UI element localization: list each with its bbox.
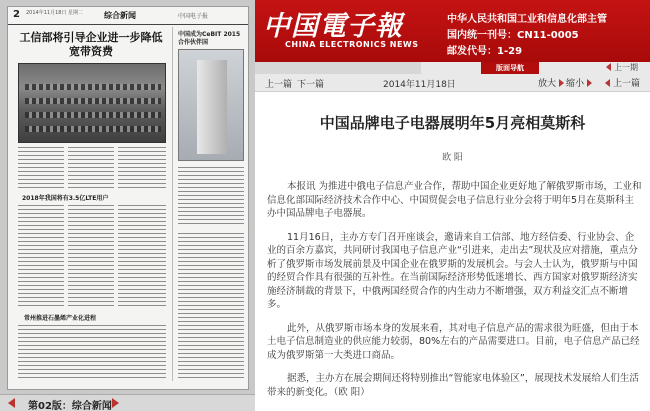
article-title: 中国品牌电子电器展明年5月亮相莫斯科: [319, 114, 586, 132]
current-page-label[interactable]: 第02版：综合新闻: [28, 401, 112, 411]
prev-issue-label: 上一期: [614, 63, 638, 72]
prev-article-label: 上一篇: [612, 79, 640, 89]
left-arrow-icon: [605, 79, 610, 87]
article-prev-link[interactable]: [265, 77, 292, 90]
article-paragraph: 本报讯 为推进中俄电子信息产业合作，帮助中国企业更好地了解俄罗斯市场，工业和信息化部国际经济技术合作中心、中国贸促会电子信息行业分会将于明年5月在莫斯科主办中国品牌电子电器展。: [267, 181, 642, 219]
page-header: [8, 7, 249, 25]
thumbnail-side-headline[interactable]: 中国成为CeBIT 2015合作伙伴国: [178, 31, 241, 46]
zoom-out-button[interactable]: [566, 76, 595, 89]
toolbar: [255, 62, 650, 92]
page-pager: [0, 394, 255, 411]
text-block: [18, 147, 64, 189]
masthead: [255, 0, 650, 62]
zoom-out-label: 缩小: [566, 79, 585, 89]
article-paragraph: 此外，从俄罗斯市场本身的发展来看，其对电子信息产品的需求很为旺盛，但由于本土电子信息制造业的供应能力较弱，80%左右的产品需要进口。目前，电子信息产品已经成为俄罗斯第一大类进口商品。: [267, 322, 640, 361]
post-code-text: 邮发代号：1-29: [447, 46, 523, 57]
article-pane: [255, 0, 650, 411]
toolbar-tab-strip: [255, 62, 421, 74]
article-body: [267, 180, 643, 409]
page-section: 综合新闻: [104, 11, 136, 20]
text-block: [18, 205, 64, 309]
page-date: 2014年11月18日 星期二: [26, 10, 84, 16]
column-rule: [172, 27, 173, 381]
text-block: [178, 167, 244, 227]
prev-page-arrow-icon[interactable]: [8, 398, 15, 408]
page-thumbnail-pane: [0, 0, 255, 411]
thumbnail-side-photo: [178, 49, 244, 161]
thumbnail-bottom-headline[interactable]: 常州推进石墨烯产业化进程: [24, 315, 97, 322]
newspaper-logo-english: CHINA ELECTRONICS NEWS: [285, 40, 419, 49]
text-block: [68, 147, 114, 189]
thumbnail-photo: [18, 63, 166, 143]
text-block: [68, 205, 114, 309]
zoom-in-button[interactable]: [538, 76, 567, 89]
right-arrow-icon: [559, 79, 564, 87]
article-next-label: 下一篇: [297, 80, 325, 90]
sponsor-text: 中华人民共和国工业和信息化部主管: [447, 14, 607, 25]
text-block: [118, 205, 166, 309]
text-block: [178, 233, 244, 381]
cn-number-text: 国内统一刊号：CN11-0005: [447, 30, 579, 41]
newspaper-logo[interactable]: 中国電子報: [263, 11, 403, 42]
thumbnail-sub-headline[interactable]: 2018年我国将有3.5亿LTE用户: [22, 195, 109, 202]
right-arrow-icon: [587, 79, 592, 87]
text-block: [18, 325, 166, 381]
page-number: 2: [13, 9, 20, 20]
article-prev-label: 上一篇: [265, 80, 293, 90]
page-guide-button[interactable]: 版面导航: [481, 62, 539, 74]
text-block: [118, 147, 166, 189]
article-paragraph: 11月16日，主办方专门召开座谈会，邀请来自工信部、地方经信委、行业协会、企业的百余方嘉宾，共同研讨我国电子信息产业“引进来，走出去”现状及应对措施，重点分析了俄罗斯市场发展前景及中国企业在俄罗斯的发展机会。与会人士认为，俄罗斯与中国的经贸合作具有很强的互补性。在当前国际经济形势低迷增长、西方国家对俄罗斯经济实施经济制裁的背景下，中俄两国经贸合作的内生动力不断增强，双方利益交汇点不断增多。: [267, 231, 638, 310]
zoom-in-label: 放大: [538, 79, 557, 89]
article-paragraph: 据悉，主办方在展会期间还将特别推出“智能家电体验区”，展现技术发展给人们生活带来的新变化。（欧 阳）: [267, 373, 639, 398]
next-page-arrow-icon[interactable]: [112, 398, 119, 408]
article-author: 欧 阳: [442, 153, 463, 163]
article-next-link[interactable]: [297, 77, 324, 90]
page-paper-name: 中国电子报: [178, 13, 209, 20]
thumbnail-main-headline[interactable]: 工信部将引导企业进一步降低宽带资费: [19, 31, 163, 58]
prev-article-link[interactable]: [605, 76, 640, 89]
prev-issue-link[interactable]: [606, 62, 638, 74]
left-arrow-icon: [606, 63, 611, 71]
newspaper-page-image[interactable]: [7, 6, 249, 390]
issue-date: 2014年11月18日: [383, 80, 456, 90]
